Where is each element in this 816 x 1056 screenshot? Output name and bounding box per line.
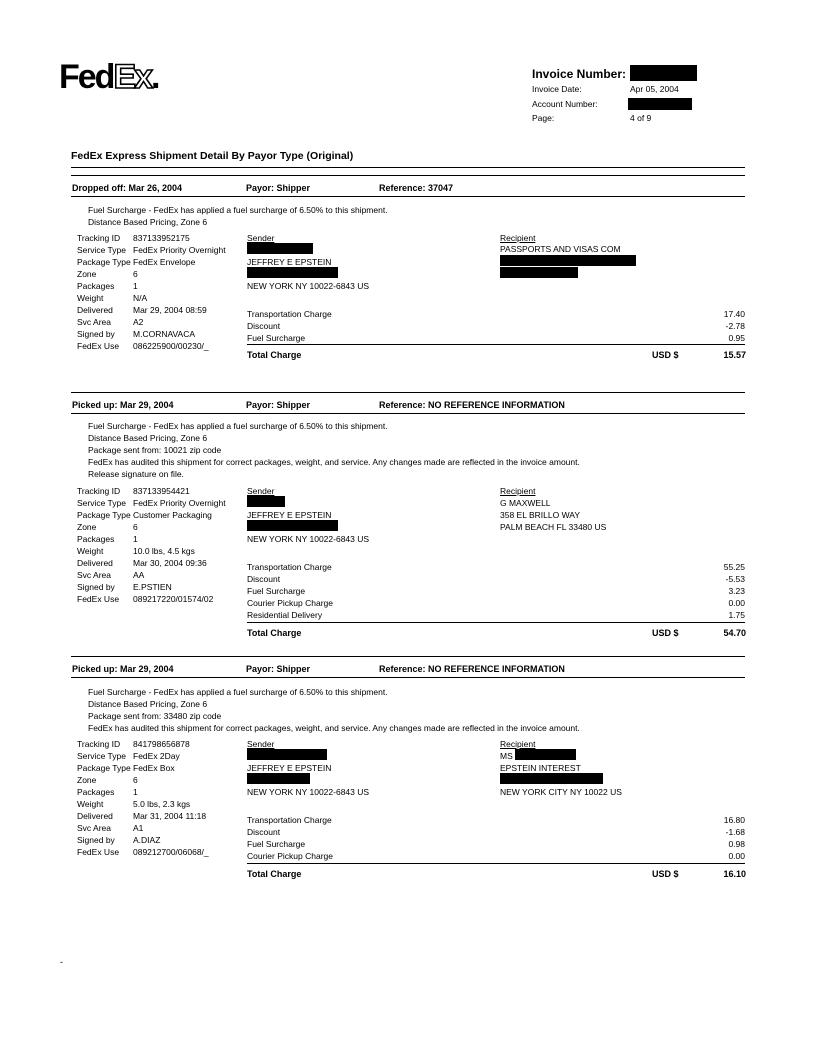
charge-amount: 0.00 [728, 851, 745, 861]
sender-name: JEFFREY E EPSTEIN [247, 257, 332, 267]
recipient-line: G MAXWELL [500, 498, 551, 508]
detail-label: Svc Area [77, 823, 112, 833]
detail-value: FedEx Envelope [133, 257, 196, 267]
total-label: Total Charge [247, 628, 302, 638]
detail-value: Mar 31, 2004 11:18 [133, 811, 207, 821]
detail-value: Mar 29, 2004 08:59 [133, 305, 207, 315]
detail-value: 6 [133, 269, 138, 279]
shipment-2-details-values [133, 485, 226, 605]
charge-amounts [690, 814, 745, 862]
logo-fed-text: Fed [59, 58, 114, 96]
redacted-account-number [628, 98, 692, 110]
shipment-1-note: Distance Based Pricing, Zone 6 [88, 217, 208, 227]
shipment-2-reference: Reference: NO REFERENCE INFORMATION [379, 400, 565, 410]
redacted-invoice-number [630, 65, 697, 81]
sender-label: Sender [247, 486, 275, 496]
total-rule [247, 622, 745, 623]
detail-label: Package Type [77, 257, 131, 267]
charge-label: Transportation Charge [247, 309, 332, 319]
shipment-note: Package sent from: 33480 zip code [88, 711, 222, 721]
charge-amounts [690, 308, 745, 344]
recipient-line: PALM BEACH FL 33480 US [500, 522, 607, 532]
shipment-2-top-rule [71, 392, 745, 393]
detail-value: Customer Packaging [133, 510, 212, 520]
shipment-1-note: Fuel Surcharge - FedEx has applied a fuel surcharge of 6.50% to this shipment. [88, 205, 388, 215]
charge-label: Transportation Charge [247, 815, 332, 825]
shipment-1-date: Dropped off: Mar 26, 2004 [72, 183, 183, 193]
charge-labels [247, 814, 333, 862]
tracking-id: 837133952175 [133, 233, 190, 243]
shipment-1-payor: Payor: Shipper [246, 183, 311, 193]
detail-value: FedEx Box [133, 763, 175, 773]
detail-value: 5.0 lbs, 2.3 kgs [133, 799, 191, 809]
shipment-3-details-labels [77, 738, 131, 858]
shipment-2-header-rule [71, 413, 745, 414]
detail-label: Delivered [77, 305, 113, 315]
detail-value: 1 [133, 281, 138, 291]
detail-value: 089217220/01574/02 [133, 594, 214, 604]
shipment-1-top-rule [71, 175, 745, 176]
detail-value: Mar 30, 2004 09:36 [133, 558, 207, 568]
redacted-sender-address [247, 267, 338, 278]
detail-label: Service Type [77, 498, 126, 508]
shipment-2-details-labels [77, 485, 131, 605]
detail-label: Svc Area [77, 570, 112, 580]
shipment-1-details-labels [77, 232, 131, 352]
invoice-date-label: Invoice Date: [532, 84, 582, 94]
shipment-3-header-rule [71, 677, 745, 678]
recipient-block [500, 485, 606, 533]
logo-dot: . [151, 58, 159, 96]
detail-label: Tracking ID [77, 486, 121, 496]
shipment-note: Release signature on file. [88, 469, 184, 479]
detail-label: Weight [77, 799, 104, 809]
detail-label: Delivered [77, 558, 113, 568]
currency-label: USD $ [652, 350, 679, 360]
detail-value: 10.0 lbs, 4.5 kgs [133, 546, 195, 556]
charge-amount: 1.75 [728, 610, 745, 620]
charge-amount: 0.95 [728, 333, 745, 343]
sender-name: JEFFREY E EPSTEIN [247, 763, 332, 773]
fedex-logo [59, 60, 159, 94]
charge-label: Fuel Surcharge [247, 333, 306, 343]
detail-value: 6 [133, 522, 138, 532]
detail-value: FedEx Priority Overnight [133, 245, 226, 255]
recipient-line: NEW YORK CITY NY 10022 US [500, 787, 622, 797]
detail-value: A2 [133, 317, 144, 327]
shipment-2-date: Picked up: Mar 29, 2004 [72, 400, 174, 410]
sender-label: Sender [247, 739, 275, 749]
shipment-1-header-rule [71, 196, 745, 197]
shipment-note: Fuel Surcharge - FedEx has applied a fuel surcharge of 6.50% to this shipment. [88, 421, 388, 431]
total-rule [247, 344, 745, 345]
charge-label: Fuel Surcharge [247, 839, 306, 849]
charge-label: Courier Pickup Charge [247, 851, 333, 861]
redacted-sender-company [247, 749, 327, 760]
redacted-sender-address [247, 773, 310, 784]
charge-amount: -2.78 [725, 321, 745, 331]
recipient-line: 358 EL BRILLO WAY [500, 510, 580, 520]
charge-amount: 3.23 [728, 586, 745, 596]
shipment-3-notes [88, 686, 580, 734]
recipient-line: PASSPORTS AND VISAS COM [500, 244, 621, 254]
tracking-id: 837133954421 [133, 486, 190, 496]
detail-label: Service Type [77, 751, 126, 761]
detail-label: Package Type [77, 763, 131, 773]
detail-label: Signed by [77, 329, 115, 339]
detail-label: Zone [77, 269, 97, 279]
shipment-3-top-rule [71, 656, 745, 657]
charge-label: Fuel Surcharge [247, 586, 306, 596]
shipment-note: FedEx has audited this shipment for correct packages, weight, and service. Any changes made are reflected in the invoice amount. [88, 723, 580, 733]
detail-value: A.DIAZ [133, 835, 161, 845]
detail-value: FedEx 2Day [133, 751, 180, 761]
detail-label: Svc Area [77, 317, 112, 327]
total-label: Total Charge [247, 350, 302, 360]
detail-value: E.PSTIEN [133, 582, 172, 592]
recipient-label: Recipient [500, 486, 536, 496]
charge-label: Discount [247, 321, 281, 331]
invoice-number-label: Invoice Number: [532, 67, 627, 81]
detail-label: Signed by [77, 835, 115, 845]
redacted-recipient-address [500, 773, 603, 784]
detail-label: Weight [77, 546, 104, 556]
shipment-1-details-values [133, 232, 226, 352]
detail-value: 6 [133, 775, 138, 785]
detail-value: 1 [133, 787, 138, 797]
sender-name: JEFFREY E EPSTEIN [247, 510, 332, 520]
title-divider [71, 167, 745, 168]
detail-label: FedEx Use [77, 594, 120, 604]
currency-label: USD $ [652, 628, 679, 638]
total-label: Total Charge [247, 869, 302, 879]
page-value: 4 of 9 [630, 113, 652, 123]
sender-label: Sender [247, 233, 275, 243]
charge-label: Transportation Charge [247, 562, 332, 572]
tracking-id: 841798656878 [133, 739, 190, 749]
charge-amount: 16.80 [723, 815, 745, 825]
invoice-date: Apr 05, 2004 [630, 84, 679, 94]
charge-amounts [690, 561, 745, 621]
redacted-sender-company [247, 243, 313, 254]
detail-label: Weight [77, 293, 104, 303]
redacted-sender-company [247, 496, 285, 507]
detail-value: M.CORNAVACA [133, 329, 196, 339]
account-number-label: Account Number: [532, 99, 598, 109]
charge-label: Discount [247, 827, 281, 837]
currency-label: USD $ [652, 869, 679, 879]
total-amount: 54.70 [723, 628, 746, 638]
sender-city: NEW YORK NY 10022-6843 US [247, 787, 370, 797]
redacted-recipient-city [500, 267, 578, 278]
detail-value: 1 [133, 534, 138, 544]
page-title: FedEx Express Shipment Detail By Payor Type (Original) [71, 150, 354, 162]
redacted-sender-address [247, 520, 338, 531]
total-amount: 15.57 [723, 350, 746, 360]
recipient-line: MS [500, 751, 513, 761]
charge-amount: 0.98 [728, 839, 745, 849]
detail-label: Signed by [77, 582, 115, 592]
detail-label: Packages [77, 281, 115, 291]
detail-label: Zone [77, 522, 97, 532]
detail-label: Service Type [77, 245, 126, 255]
detail-label: Tracking ID [77, 233, 121, 243]
charge-labels [247, 308, 332, 344]
recipient-line: EPSTEIN INTEREST [500, 763, 581, 773]
detail-label: Packages [77, 534, 115, 544]
detail-value: AA [133, 570, 145, 580]
redacted-recipient-address [500, 255, 636, 266]
shipment-note: Fuel Surcharge - FedEx has applied a fuel surcharge of 6.50% to this shipment. [88, 687, 388, 697]
detail-label: Package Type [77, 510, 131, 520]
page-label: Page: [532, 113, 555, 123]
charge-label: Residential Delivery [247, 610, 323, 620]
detail-label: FedEx Use [77, 341, 120, 351]
charge-label: Courier Pickup Charge [247, 598, 333, 608]
shipment-1-reference: Reference: 37047 [379, 183, 454, 193]
charge-amount: -1.68 [725, 827, 745, 837]
shipment-2-notes [88, 420, 580, 480]
charge-amount: 0.00 [728, 598, 745, 608]
shipment-note: FedEx has audited this shipment for correct packages, weight, and service. Any changes made are reflected in the invoice amount. [88, 457, 580, 467]
detail-value: 089212700/06068/_ [133, 847, 209, 857]
detail-value: N/A [133, 293, 148, 303]
shipment-3-date: Picked up: Mar 29, 2004 [72, 664, 174, 674]
recipient-label: Recipient [500, 739, 536, 749]
detail-label: Zone [77, 775, 97, 785]
shipment-3-details-values [133, 738, 209, 858]
shipment-2-payor: Payor: Shipper [246, 400, 311, 410]
detail-label: Packages [77, 787, 115, 797]
shipment-3-reference: Reference: NO REFERENCE INFORMATION [379, 664, 565, 674]
charge-label: Discount [247, 574, 281, 584]
charge-amount: -5.53 [725, 574, 745, 584]
shipment-note: Distance Based Pricing, Zone 6 [88, 699, 208, 709]
charge-amount: 55.25 [723, 562, 745, 572]
logo-ex-text: Ex [113, 58, 152, 96]
recipient-label: Recipient [500, 233, 536, 243]
redacted-recipient-name [515, 749, 576, 760]
shipment-note: Distance Based Pricing, Zone 6 [88, 433, 208, 443]
footer-mark: - [60, 957, 63, 967]
detail-label: Delivered [77, 811, 113, 821]
charge-amount: 17.40 [723, 309, 745, 319]
detail-value: FedEx Priority Overnight [133, 498, 226, 508]
charge-labels [247, 561, 333, 621]
detail-label: FedEx Use [77, 847, 120, 857]
sender-city: NEW YORK NY 10022-6843 US [247, 281, 370, 291]
total-rule [247, 863, 745, 864]
shipment-note: Package sent from: 10021 zip code [88, 445, 222, 455]
sender-city: NEW YORK NY 10022-6843 US [247, 534, 370, 544]
total-amount: 16.10 [723, 869, 746, 879]
detail-value: 086225900/00230/_ [133, 341, 209, 351]
shipment-3-payor: Payor: Shipper [246, 664, 311, 674]
detail-value: A1 [133, 823, 144, 833]
detail-label: Tracking ID [77, 739, 121, 749]
